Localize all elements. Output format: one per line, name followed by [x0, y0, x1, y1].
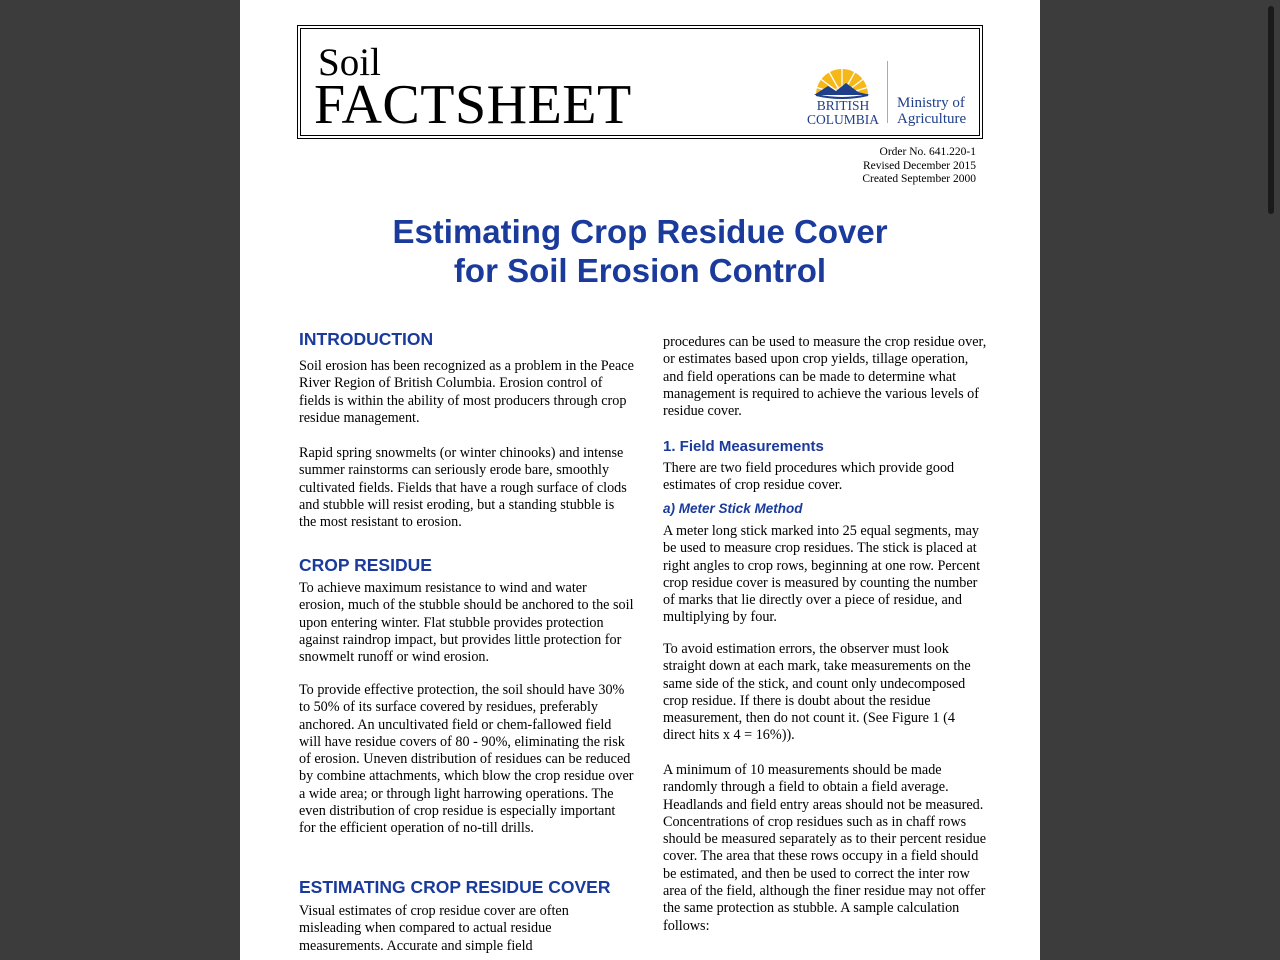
vertical-scrollbar[interactable]	[1268, 6, 1274, 214]
document-title	[240, 212, 1040, 290]
meter-paragraph-3: A minimum of 10 measurements should be made randomly through a field to obtain a field average. Headlands and field entry areas should not be measured. Concentrations of crop residues such as in chaff rows should be measured separately as to their percent residue cover. The area that these rows occupy in a field should be estimated, and then be used to correct the inter row area of the field, although the finer residue may not offer the same protection as stubble. A sample calculation follows:	[663, 762, 987, 934]
introduction-heading: INTRODUCTION	[299, 329, 434, 349]
header-soil: Soil	[318, 41, 381, 84]
title-line2: for Soil Erosion Control	[453, 252, 827, 289]
procedures-paragraph: procedures can be used to measure the crop residue over, or estimates based upon crop yields, tillage operation, and field operations can be made to determine what management is required to achieve the various levels of residue cover.	[663, 334, 987, 420]
intro-paragraph-2: Rapid spring snowmelts (or winter chinooks) and intense summer rainstorms can seriously erode bare, smoothly cultivated fields. Fields that have a rough surface of clods and stubble will resist eroding, but a standing stubble is the most resistant to erosion.	[299, 445, 627, 531]
title-line1: Estimating Crop Residue Cover	[392, 213, 888, 250]
document-page	[240, 0, 1040, 960]
meter-stick-heading: a) Meter Stick Method	[663, 501, 803, 516]
revised-date: Revised December 2015	[862, 159, 976, 172]
crop-paragraph-1: To achieve maximum resistance to wind and water erosion, much of the stubble should be anchored to the soil upon entering winter. Flat stubble provides protection against raindrop impact, but provides little protection for snowmelt runoff or wind erosion.	[299, 580, 634, 666]
ministry-name	[897, 95, 966, 127]
meter-paragraph-1: A meter long stick marked into 25 equal segments, may be used to measure crop residues. The stick is placed at right angles to crop rows, beginning at one row. Percent crop residue cover is measured by counting the number of marks that lie directly over a piece of residue, and multiplying by four.	[663, 523, 981, 626]
factsheet-header	[297, 25, 983, 139]
ministry-line2: Agriculture	[897, 111, 967, 127]
estimating-paragraph-1: Visual estimates of crop residue cover are often misleading when compared to actual residue measurements. Accurate and simple field	[299, 903, 569, 954]
order-number: Order No. 641.220-1	[879, 146, 976, 158]
logo-divider	[887, 61, 888, 123]
estimating-heading: ESTIMATING CROP RESIDUE COVER	[299, 877, 611, 897]
field-measurements-heading: 1. Field Measurements	[663, 438, 824, 455]
crop-paragraph-2: To provide effective protection, the soil should have 30% to 50% of its surface covered by residues, preferably anchored. An uncultivated field or chem-fallowed field will have residue covers of 80 - 90%, eliminating the risk of erosion. Uneven distribution of residues can be reduced by combine attachments, which blow the crop residue over a wide area; or through light harrowing operations. The even distribution of crop residue is especially important for the efficient operation of no-till drills.	[299, 682, 634, 837]
order-info	[800, 146, 976, 187]
ministry-line1: Ministry of	[897, 95, 965, 111]
field-paragraph-1: There are two field procedures which provide good estimates of crop residue cover.	[663, 460, 955, 494]
intro-paragraph-1: Soil erosion has been recognized as a problem in the Peace River Region of British Columbia. Erosion control of fields is within the ability of most producers through crop residue management.	[299, 358, 634, 426]
bc-wordmark	[807, 99, 879, 127]
created-date: Created September 2000	[862, 173, 976, 185]
meter-paragraph-2: To avoid estimation errors, the observer must look straight down at each mark, take measurements on the same side of the stick, and count only undecomposed crop residue. If there is doubt about the residue measurement, then do not count it. (See Figure 1 (4 direct hits x 4 = 16%)).	[663, 641, 971, 744]
crop-residue-heading: CROP RESIDUE	[299, 555, 432, 575]
header-factsheet: FACTSHEET	[314, 74, 632, 136]
bc-name-line2: COLUMBIA	[807, 112, 880, 127]
bc-name-line1: BRITISH	[816, 98, 870, 113]
